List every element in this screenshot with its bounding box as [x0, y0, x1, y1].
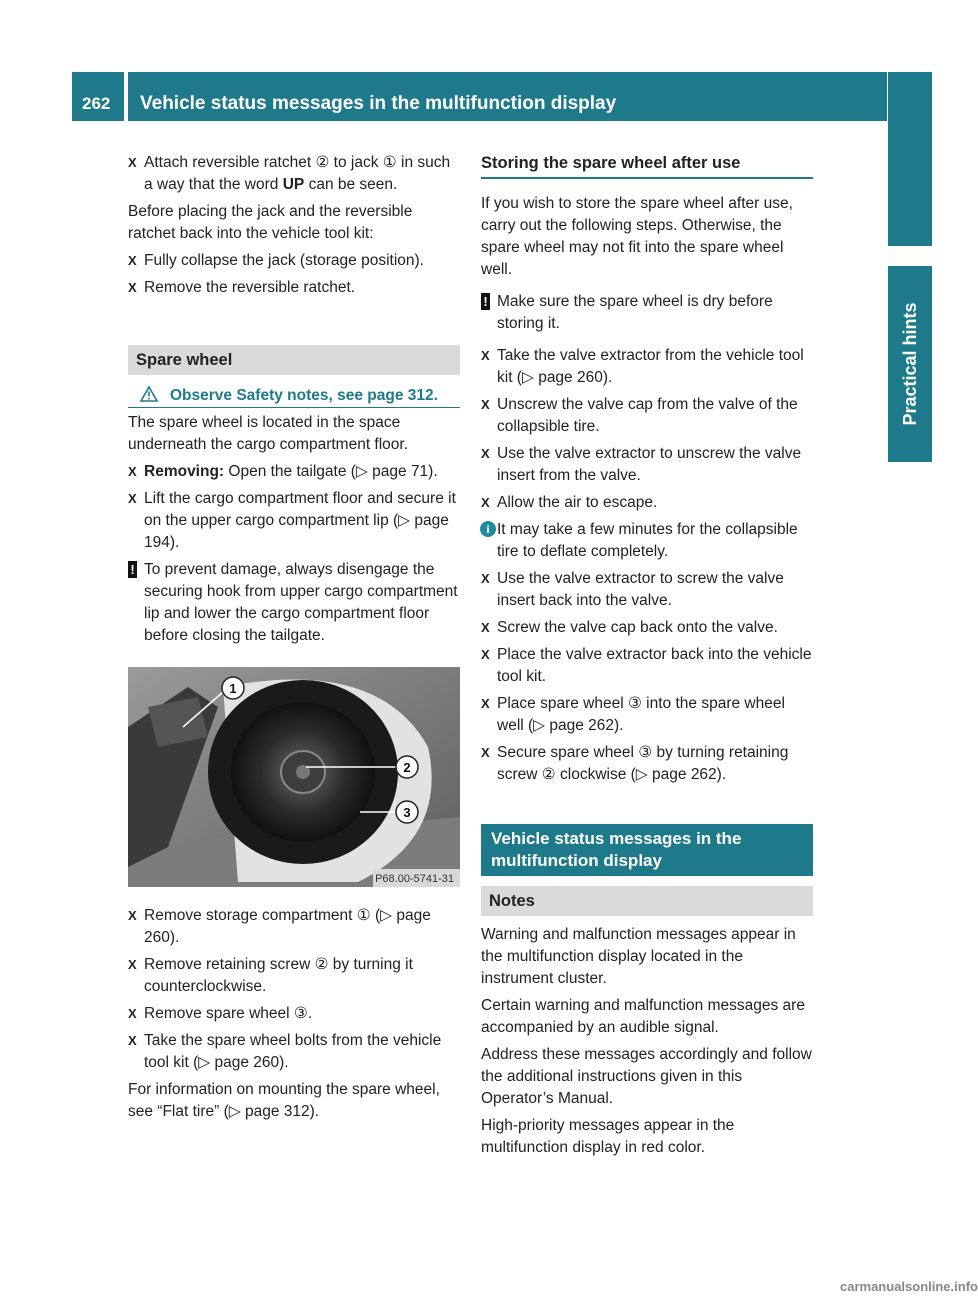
step-text: into the spare wheel well (▷ page 262).: [497, 695, 785, 734]
step-marker: X: [128, 1006, 137, 1021]
step-marker: X: [481, 696, 490, 711]
step-text: can be seen.: [304, 176, 398, 193]
side-tab-top: [888, 72, 932, 246]
step-text: Use the valve extractor to unscrew the valve insert from the valve.: [497, 445, 802, 484]
step-marker: X: [481, 446, 490, 461]
step-marker: X: [481, 745, 490, 760]
callout-3: 3: [403, 805, 411, 820]
step-place-spare: [481, 693, 813, 737]
step-remove-spare: [128, 1003, 460, 1025]
step-text: Fully collapse the jack (storage position).: [144, 252, 424, 269]
side-tab-label-box: [888, 266, 932, 462]
step-marker: X: [128, 491, 137, 506]
callout-1: 1: [229, 681, 237, 696]
page-title: Vehicle status messages in the multifunction display: [128, 72, 887, 121]
up-word: UP: [282, 176, 305, 193]
paragraph: Warning and malfunction messages appear in the multifunction display located in the instrument cluster.: [481, 926, 796, 987]
paragraph: The spare wheel is located in the space underneath the cargo compartment floor.: [128, 414, 409, 453]
info-text: It may take a few minutes for the collapsible tire to deflate completely.: [497, 521, 798, 560]
step-text: clockwise (▷ page 262).: [555, 766, 727, 783]
callout-ref-3: ③: [293, 1005, 308, 1022]
step-text: Take the spare wheel bolts from the vehicle tool kit (▷ page 260).: [144, 1032, 442, 1071]
step-unscrew-cap: [481, 394, 813, 438]
step-unscrew-insert: [481, 443, 813, 487]
warning-text: Make sure the spare wheel is dry before storing it.: [497, 293, 773, 332]
paragraph: Before placing the jack and the reversible ratchet back into the vehicle tool kit:: [128, 203, 413, 242]
step-marker: X: [481, 571, 490, 586]
side-tab-label: Practical hints: [900, 302, 920, 426]
step-secure-spare: [481, 742, 813, 786]
section-heading-storing: Storing the spare wheel after use: [481, 152, 813, 179]
side-tab: [888, 72, 932, 462]
step-remove-storage: [128, 905, 460, 949]
step-marker: X: [481, 397, 490, 412]
step-marker: X: [128, 908, 137, 923]
section-heading-vehicle-status: Vehicle status messages in the multifunction display: [481, 824, 813, 876]
step-text: Remove retaining screw: [144, 956, 315, 973]
callout-ref-2: ②: [315, 154, 330, 171]
callout-ref-2: ②: [314, 956, 329, 973]
step-marker: X: [128, 464, 137, 479]
step-marker: X: [481, 495, 490, 510]
page-number: 262: [72, 72, 124, 121]
step-text: Secure spare wheel: [497, 744, 639, 761]
step-marker: X: [128, 253, 137, 268]
step-collapse-jack: [128, 250, 460, 272]
step-marker: X: [481, 647, 490, 662]
step-text: Place spare wheel: [497, 695, 628, 712]
step-bold-label: Removing:: [144, 463, 225, 480]
step-text: .: [307, 1005, 313, 1022]
exclamation-icon: !: [481, 293, 490, 310]
step-marker: X: [128, 1033, 137, 1048]
exclamation-icon: !: [128, 561, 137, 578]
step-text: Lift the cargo compartment floor and secure it on the upper cargo compartment lip (▷ page 194).: [144, 490, 456, 551]
paragraph: For information on mounting the spare wheel, see “Flat tire” (▷ page 312).: [128, 1081, 440, 1120]
step-text: Screw the valve cap back onto the valve.: [497, 619, 778, 636]
photo-code: P68.00-5741-31: [375, 873, 454, 885]
step-text: Place the valve extractor back into the vehicle tool kit.: [497, 646, 812, 685]
step-text: (▷ page 260).: [144, 907, 431, 946]
step-text: Attach reversible ratchet: [144, 154, 316, 171]
safety-note[interactable]: [128, 385, 460, 408]
step-remove-ratchet: [128, 277, 460, 299]
safety-note-text: Observe Safety notes, see page 312.: [170, 387, 438, 404]
right-column: [481, 152, 813, 1164]
step-air-escape: [481, 492, 813, 514]
step-text: in such a way that the word: [144, 154, 451, 193]
step-text: Open the tailgate (▷ page 71).: [224, 463, 438, 480]
step-text: Use the valve extractor to screw the valve insert back into the valve.: [497, 570, 784, 609]
callout-ref-1: ①: [382, 154, 397, 171]
left-column: [128, 152, 460, 1128]
step-marker: X: [128, 957, 137, 972]
step-text: by turning retaining screw: [497, 744, 789, 783]
paragraph: High-priority messages appear in the multifunction display in red color.: [481, 1117, 735, 1156]
warning-text: To prevent damage, always disengage the securing hook from upper cargo compartment lip and lower the cargo compartment floor before closing the tailgate.: [144, 561, 458, 644]
step-open-tailgate: [128, 461, 460, 483]
step-lift-floor: [128, 488, 460, 554]
damage-warning: [128, 559, 460, 647]
paragraph: Address these messages accordingly and follow the additional instructions given in this Operator’s Manual.: [481, 1046, 812, 1107]
footer-watermark: carmanualsonline.info: [840, 1279, 978, 1294]
section-heading-notes: Notes: [481, 886, 813, 916]
step-text: Remove the reversible ratchet.: [144, 279, 356, 296]
step-text: Unscrew the valve cap from the valve of the collapsible tire.: [497, 396, 798, 435]
step-marker: X: [481, 348, 490, 363]
page-header: [72, 72, 887, 121]
step-marker: X: [481, 620, 490, 635]
callout-ref-3: ③: [638, 744, 653, 761]
callout-ref-3: ③: [627, 695, 642, 712]
step-screw-cap: [481, 617, 813, 639]
step-text: by turning it counterclockwise.: [144, 956, 413, 995]
step-take-extractor: [481, 345, 813, 389]
info-note: [481, 519, 813, 563]
step-text: to jack: [329, 154, 383, 171]
paragraph: Certain warning and malfunction messages are accompanied by an audible signal.: [481, 997, 805, 1036]
warning-triangle-icon: [140, 386, 158, 409]
callout-ref-2: ②: [541, 766, 556, 783]
section-heading-spare-wheel: Spare wheel: [128, 345, 460, 375]
step-attach-ratchet: [128, 152, 460, 196]
step-take-bolts: [128, 1030, 460, 1074]
callout-2: 2: [403, 760, 411, 775]
callout-ref-1: ①: [356, 907, 371, 924]
step-text: Remove spare wheel: [144, 1005, 294, 1022]
step-text: Take the valve extractor from the vehicle tool kit (▷ page 260).: [497, 347, 804, 386]
step-text: Remove storage compartment: [144, 907, 357, 924]
dry-warning: [481, 291, 813, 335]
paragraph: If you wish to store the spare wheel after use, carry out the following steps. Otherwise, the spare wheel may not fit into the spare wheel well.: [481, 195, 793, 278]
step-remove-screw: [128, 954, 460, 998]
step-marker: X: [128, 280, 137, 295]
step-marker: X: [128, 155, 137, 170]
spare-wheel-photo: [128, 667, 460, 887]
step-screw-insert: [481, 568, 813, 612]
info-icon: i: [480, 521, 496, 537]
step-place-extractor: [481, 644, 813, 688]
step-text: Allow the air to escape.: [497, 494, 658, 511]
